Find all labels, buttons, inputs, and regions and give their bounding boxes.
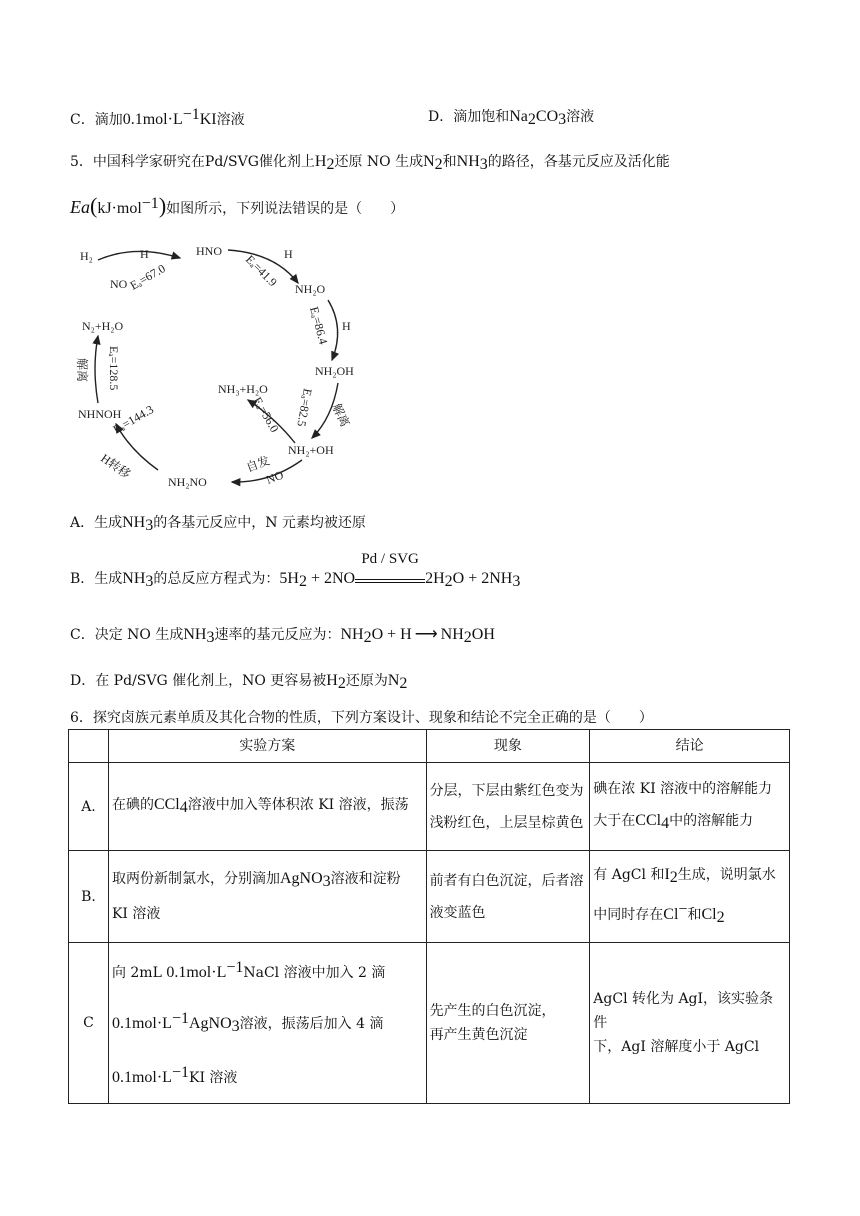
q4-option-d: D．滴加饱和$Na_2CO_3$溶液 [428, 108, 595, 128]
q5-stem-line1: 5．中国科学家研究在Pd/SVG催化剂上$H_2$还原 NO 生成$N_2$和$NH_3$的路径，各基元反应及活化能 [70, 153, 670, 173]
plan-cell: 向 2mL $0.1mol\cdot L^{-1}NaCl$ 溶液中加入 2 滴 $0.1mol\cdot L^{-1}AgNO_3$溶液，振荡后加入 4 滴 $0.1mol\cdot L^{-1}KI$ 溶液 [108, 943, 426, 1104]
label-h-3: H [342, 319, 351, 333]
row-label: C [69, 943, 109, 1104]
label-no-mid: NO [264, 467, 286, 487]
table-row-c [69, 943, 790, 1104]
ea-41.9: Eₐ=41.9 [242, 252, 280, 290]
conclusion-cell: 碘在浓 KI 溶液中的溶解能力 大于在CCl$_4$中的溶解能力 [590, 763, 790, 851]
label-h-transfer: H转移 [98, 450, 134, 482]
table-row-b [69, 851, 790, 943]
label-no-in: NO [110, 277, 128, 291]
row-label: A. [69, 763, 109, 851]
arrow-1 [98, 251, 180, 260]
row-label: B. [69, 851, 109, 943]
label-jieli-1: 解离 [329, 401, 353, 430]
ea-56.0: Eₐ=56.0 [250, 394, 282, 435]
label-zifa: 自发 [244, 453, 272, 475]
header-empty [69, 730, 109, 763]
plan-cell: 在碘的CCl$_4$溶液中加入等体积浓 KI 溶液，振荡 [108, 763, 426, 851]
phenomenon-cell: 分层，下层由紫红色变为 浅粉红色，上层呈棕黄色 [426, 763, 590, 851]
q5-stem-line2: Ea(kJ·mol$^{-1}$)如图所示，下列说法错误的是（ ） [70, 193, 405, 218]
q4-option-c: C．滴加$0.1mol\cdot L^{-1}KI$溶液 [70, 106, 245, 128]
header-plan: 实验方案 [108, 730, 426, 763]
ea-128.5: Eₐ=128.5 [107, 346, 121, 391]
header-conclusion: 结论 [590, 730, 790, 763]
q5-option-c: C．决定 NO 生成$NH_3$速率的基元反应为：$NH_2O + H$ ⟶ $NH_2OH$ [70, 626, 495, 646]
label-nh2o: NH₂O [295, 282, 326, 296]
catalyst-condition: Pd / SVG [355, 571, 425, 583]
label-nh3-h2o: NH₃+H₂O [218, 382, 268, 396]
label-nhnoh: NHNOH [78, 407, 122, 421]
q5-option-b: B．生成$NH_3$的总反应方程式为：$5H_2 + 2NO$ Pd / SVG $2H_2O + 2NH_3$ [70, 551, 521, 590]
label-jieli-2: 解离 [75, 358, 89, 383]
ea-86.4: Eₐ=86.4 [307, 305, 331, 346]
q5-option-a: A．生成$NH_3$的各基元反应中，N 元素均被还原 [70, 514, 366, 534]
label-hno: HNO [196, 244, 222, 258]
conclusion-cell: AgCl 转化为 AgI，该实验条件 下，AgI 溶解度小于 AgCl [590, 943, 790, 1104]
arrow-8 [95, 336, 98, 403]
label-nh2-oh: NH₂+OH [288, 443, 334, 457]
arrow-3 [328, 300, 338, 360]
ea-82.5: Eₐ=82.5 [294, 387, 315, 428]
ea-67: Eₐ=67.0 [127, 261, 168, 293]
label-nh2oh: NH₂OH [315, 364, 354, 378]
label-h-2: H [284, 247, 293, 261]
label-nh2no: NH₂NO [168, 475, 207, 489]
ea-144.3: Eₐ=144.3 [110, 402, 156, 437]
plan-cell: 取两份新制氯水，分别滴加AgNO$_3$溶液和淀粉 KI 溶液 [108, 851, 426, 943]
label-h2: H₂ [80, 249, 93, 263]
table-row-a [69, 763, 790, 851]
header-phenomenon: 现象 [426, 730, 590, 763]
table-header-row [69, 730, 790, 763]
q6-table [68, 729, 790, 1104]
reaction-pathway-diagram [70, 238, 370, 498]
label-h-1: H [140, 247, 149, 261]
reaction-arrow: ⟶ [414, 626, 438, 643]
q6-stem: 6．探究卤族元素单质及其化合物的性质，下列方案设计、现象和结论不完全正确的是（ ） [70, 710, 653, 726]
q5-option-d: D．在 Pd/SVG 催化剂上，NO 更容易被$H_2$还原为$N_2$ [70, 672, 408, 692]
phenomenon-cell: 前者有白色沉淀，后者溶 液变蓝色 [426, 851, 590, 943]
label-n2-h2o: N₂+H₂O [82, 319, 124, 333]
conclusion-cell: 有 AgCl 和$I_2$生成，说明氯水 中同时存在Cl−和$Cl_2$ [590, 851, 790, 943]
phenomenon-cell: 先产生的白色沉淀， 再产生黄色沉淀 [426, 943, 590, 1104]
